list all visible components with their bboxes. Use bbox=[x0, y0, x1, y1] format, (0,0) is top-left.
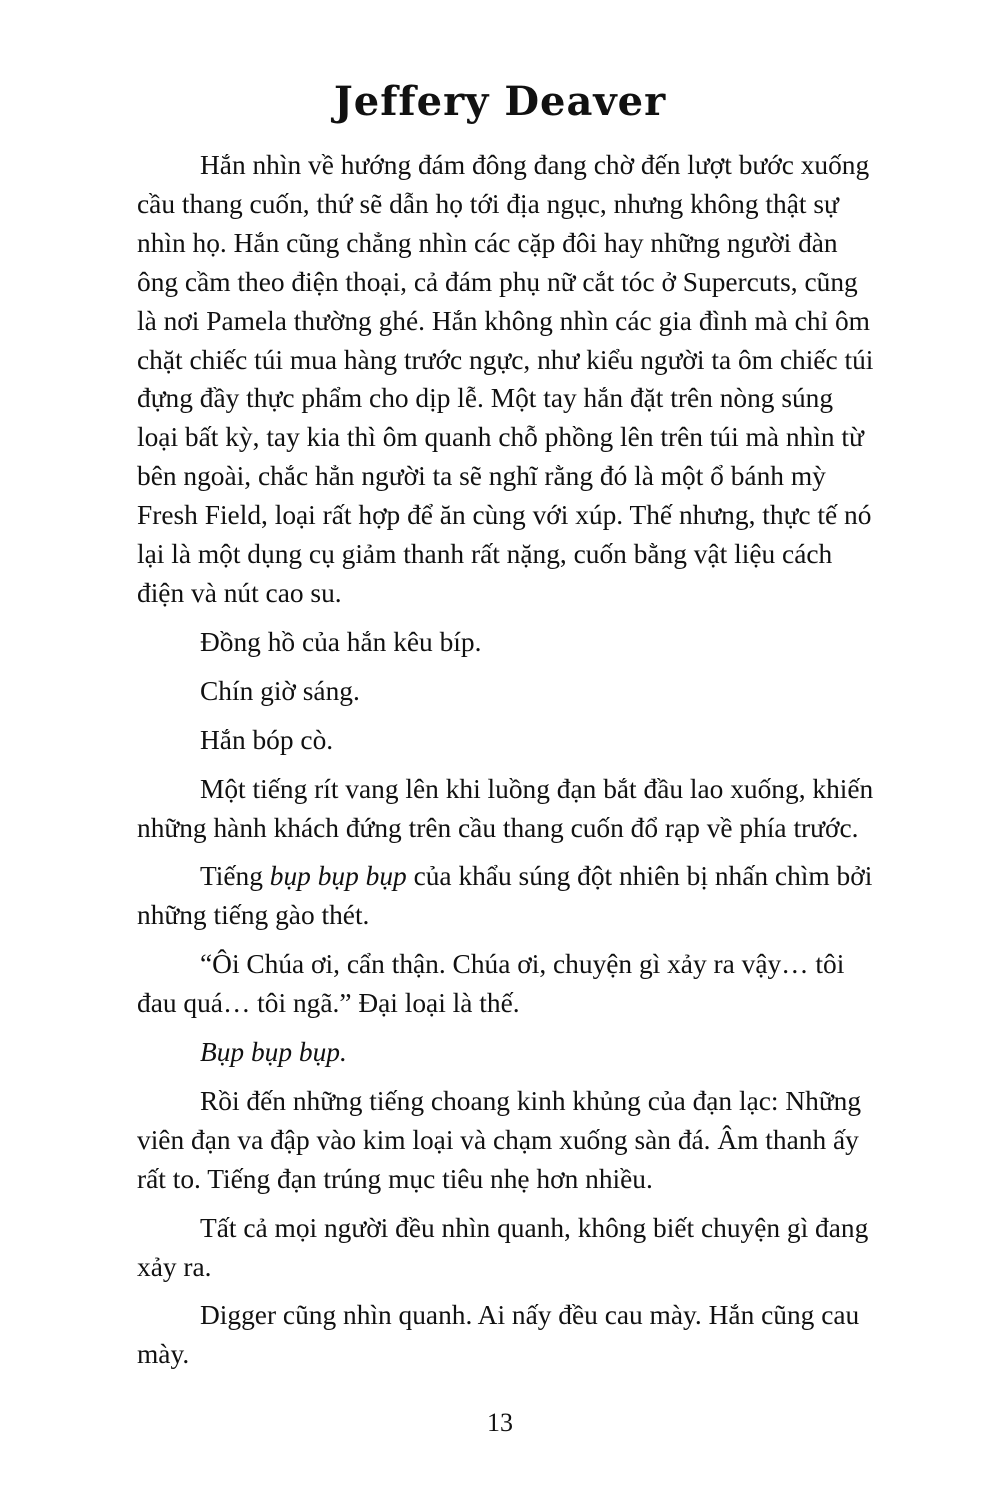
italic-onomatopoeia: bụp bụp bụp bbox=[269, 861, 407, 892]
paragraph: Một tiếng rít vang lên khi luồng đạn bắt đầu lao xuống, khiến những hành khách đứng trên cầu thang cuốn đổ rạp về phía trước. bbox=[137, 773, 874, 843]
paragraph: Hắn nhìn về hướng đám đông đang chờ đến lượt bước xuống cầu thang cuốn, thứ sẽ dẫn họ tới địa ngục, nhưng không thật sự nhìn họ. Hắn cũng chẳng nhìn các cặp đôi hay những người đàn ông cầm theo điện thoại, cả đám phụ nữ cắt tóc ở Supercuts, cũng là nơi Pamela thường ghé. Hắn không nhìn các gia đình mà chỉ ôm chặt chiếc túi mua hàng trước ngực, như kiểu người ta ôm chiếc túi đựng đầy thực phẩm cho dịp lễ. Một tay hắn đặt trên nòng súng loại bất kỳ, tay kia thì ôm quanh chỗ phồng lên trên túi mà nhìn từ bên ngoài, chắc hẳn người ta sẽ nghĩ rằng đó là một ổ bánh mỳ Fresh Field, loại rất hợp để ăn cùng với xúp. Thế nhưng, thực tế nó lại là một dụng cụ giảm thanh rất nặng, cuốn bằng vật liệu cách điện và nút cao su. bbox=[137, 150, 874, 608]
paragraph: Digger cũng nhìn quanh. Ai nấy đều cau mày. Hắn cũng cau mày. bbox=[137, 1300, 860, 1370]
paragraph: Rồi đến những tiếng choang kinh khủng của đạn lạc: Những viên đạn va đập vào kim loại và chạm xuống sàn đá. Âm thanh ấy rất to. Tiếng đạn trúng mục tiêu nhẹ hơn nhiều. bbox=[137, 1085, 862, 1194]
italic-onomatopoeia: Bụp bụp bụp. bbox=[200, 1037, 347, 1068]
paragraph: Đồng hồ của hắn kêu bíp. bbox=[200, 626, 482, 657]
paragraph bbox=[137, 1033, 877, 1072]
body-text bbox=[137, 146, 877, 1384]
paragraph-text: của khẩu súng đột nhiên bị nhấn chìm bởi những tiếng gào thét. bbox=[137, 861, 873, 931]
paragraph: Tất cả mọi người đều nhìn quanh, không biết chuyện gì đang xảy ra. bbox=[137, 1212, 869, 1282]
paragraph: Hắn bóp cò. bbox=[200, 724, 334, 755]
paragraph-text: Tiếng bbox=[200, 861, 270, 892]
running-header-author: Jeffery Deaver bbox=[333, 78, 667, 125]
page-number: 13 bbox=[487, 1408, 513, 1437]
paragraph: “Ôi Chúa ơi, cẩn thận. Chúa ơi, chuyện gì xảy ra vậy… tôi đau quá… tôi ngã.” Đại loại là thế. bbox=[137, 949, 845, 1019]
paragraph: Chín giờ sáng. bbox=[200, 675, 360, 706]
paragraph bbox=[137, 857, 877, 935]
